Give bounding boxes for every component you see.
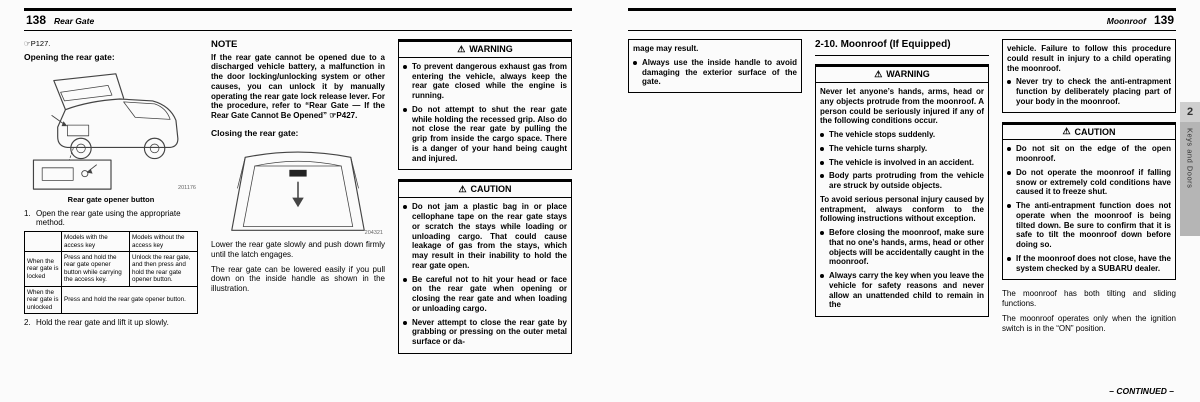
warning-continuation-text: vehicle. Failure to follow this procedure could result in injury to a child operating the moonroof. bbox=[1007, 44, 1171, 73]
rear-gate-opening-illustration bbox=[24, 67, 198, 193]
warning-item: Do not attempt to shut the rear gate while holding the recessed grip. Also do not close the rear gate by pulling the grip from inside the cargo space. There is a danger of your hand being caught and injured. bbox=[403, 105, 567, 164]
table-row-label-unlocked: When the rear gate is unlocked bbox=[25, 286, 62, 313]
warning-box bbox=[815, 64, 989, 317]
page-number: 138 bbox=[26, 13, 47, 27]
warning-condition: The vehicle is involved in an accident. bbox=[820, 158, 984, 168]
caution-item: Be careful not to hit your head or face on the rear gate when opening or closing the rear gate and when loading or unloading cargo. bbox=[403, 275, 567, 314]
chapter-tab-label: Keys and Doors bbox=[1185, 128, 1195, 189]
warning-item: To prevent dangerous exhaust gas from entering the vehicle, always keep the rear gate closed while the engine is running. bbox=[403, 62, 567, 101]
chapter-tab-body bbox=[1180, 122, 1200, 236]
caution-box-title bbox=[1003, 125, 1175, 141]
caution-item: Do not sit on the edge of the open moonroof. bbox=[1007, 144, 1171, 164]
body-paragraph-2: The moonroof operates only when the ignition switch is in the “ON” position. bbox=[1002, 313, 1176, 333]
rear-gate-open-methods-table bbox=[24, 231, 198, 314]
page-header-right bbox=[628, 8, 1176, 31]
warning-triangle-icon: ⚠ bbox=[458, 184, 467, 195]
body-paragraph-1: The moonroof has both tilting and sliding functions. bbox=[1002, 289, 1176, 309]
warning-intro: Never let anyone’s hands, arms, head or any objects protrude from the moonroof. A person could be seriously injured if any of the following conditions occur. bbox=[820, 87, 984, 126]
warning-instruction: Before closing the moonroof, make sure that no one’s hands, arms, head or other objects will be accidentally caught in the moonroof. bbox=[820, 228, 984, 267]
caution-box bbox=[1002, 122, 1176, 281]
warning-instruction: Always carry the key when you leave the vehicle for safety reasons and never allow an unattended child to remain in the bbox=[820, 271, 984, 310]
caution-title-text: CAUTION bbox=[1074, 126, 1116, 137]
section-heading: 2-10. Moonroof (If Equipped) bbox=[815, 39, 989, 56]
warning-item: Never try to check the anti-entrapment function by deliberately placing part of your body in the moonroof. bbox=[1007, 77, 1171, 106]
left-page-column-3 bbox=[398, 39, 572, 391]
table-header-without-access-key: Models without the access key bbox=[130, 232, 198, 252]
warning-condition: Body parts protruding from the vehicle are struck by outside objects. bbox=[820, 171, 984, 191]
caution-item: If the moonroof does not close, have the system checked by a SUBARU dealer. bbox=[1007, 254, 1171, 274]
warning-condition: The vehicle turns sharply. bbox=[820, 144, 984, 154]
step-number: 2. bbox=[24, 317, 31, 327]
right-page-column-1 bbox=[628, 39, 802, 391]
step-text: Hold the rear gate and lift it up slowly. bbox=[36, 317, 169, 327]
table-cell-locked-without-key: Unlock the rear gate, and then press and hold the rear gate opener button. bbox=[130, 251, 198, 286]
warning-continuation-box bbox=[1002, 39, 1176, 113]
warning-triangle-icon: ⚠ bbox=[874, 69, 883, 80]
right-page-column-3 bbox=[1002, 39, 1176, 391]
warning-box-title bbox=[399, 42, 571, 58]
warning-mid-paragraph: To avoid serious personal injury caused by entrapment, always conform to the following instructions without exception. bbox=[820, 194, 984, 224]
closing-heading: Closing the rear gate: bbox=[211, 127, 299, 138]
caution-continuation-box bbox=[628, 39, 802, 93]
caution-item: Do not operate the moonroof if falling snow or extremely cold conditions have caused it to freeze shut. bbox=[1007, 168, 1171, 197]
warning-triangle-icon: ⚠ bbox=[457, 43, 466, 54]
running-title: Moonroof bbox=[1106, 16, 1146, 26]
continued-footer: – CONTINUED – bbox=[1109, 386, 1174, 396]
caution-item: The anti-entrapment function does not operate when the moonroof is being tilted down. Be sure to confirm that it is safe to tilt the moonroof down before doing so. bbox=[1007, 201, 1171, 250]
left-page-column-1 bbox=[24, 39, 198, 391]
rear-gate-closing-illustration bbox=[211, 142, 385, 238]
note-title: NOTE bbox=[211, 39, 238, 50]
figure-code: 204321 bbox=[364, 230, 383, 237]
figure1-caption: Rear gate opener button bbox=[67, 194, 155, 204]
warning-title-text: WARNING bbox=[886, 69, 930, 80]
chapter-tab-number: 2 bbox=[1180, 102, 1200, 122]
right-page-column-2 bbox=[815, 39, 989, 391]
figure-code: 201176 bbox=[178, 184, 196, 191]
caution-item: Do not jam a plastic bag in or place cellophane tape on the rear gate stays or scratch the stays while loading or unloading cargo. That could cause leakage of gas from the stays, which may result in their inability to hold the rear gate open. bbox=[403, 202, 567, 270]
running-title: Rear Gate bbox=[54, 16, 95, 26]
warning-box bbox=[398, 39, 572, 170]
page-reference: ☞P127. bbox=[24, 39, 51, 48]
caution-box bbox=[398, 179, 572, 353]
left-page-column-2 bbox=[211, 39, 385, 391]
note-body: If the rear gate cannot be opened due to a discharged vehicle battery, a malfunction in the door locking/unlocking system or other causes, you can unlock it by manually operating the rear gate lock release lever. For the procedure, refer to “Rear Gate — If the Rear Gate Cannot Be Opened” ☞P427. bbox=[211, 52, 385, 121]
chapter-tab bbox=[1180, 102, 1200, 236]
step-2 bbox=[24, 318, 198, 328]
caution-continuation-text: mage may result. bbox=[633, 44, 699, 53]
step-number: 1. bbox=[24, 208, 31, 218]
warning-condition: The vehicle stops suddenly. bbox=[820, 130, 984, 140]
page-header-left bbox=[24, 8, 572, 31]
warning-title-text: WARNING bbox=[469, 44, 513, 54]
caution-box-title bbox=[399, 182, 571, 198]
warning-box-title bbox=[816, 67, 988, 83]
manual-page-138 bbox=[24, 8, 572, 398]
caution-item: Always use the inside handle to avoid damaging the exterior surface of the gate. bbox=[633, 58, 797, 87]
table-cell-locked-with-key: Press and hold the rear gate opener button while carrying the access key. bbox=[62, 251, 130, 286]
caution-title-text: CAUTION bbox=[470, 184, 512, 195]
table-header-with-access-key: Models with the access key bbox=[62, 232, 130, 252]
table-cell-unlocked: Press and hold the rear gate opener button. bbox=[62, 286, 198, 313]
table-row-label-locked: When the rear gate is locked bbox=[25, 251, 62, 286]
warning-triangle-icon: ⚠ bbox=[1062, 126, 1071, 137]
step-text: Open the rear gate using the appropriate method. bbox=[36, 208, 181, 228]
opening-heading: Opening the rear gate: bbox=[24, 52, 115, 63]
table-corner-cell bbox=[25, 232, 62, 252]
caution-item: Never attempt to close the rear gate by grabbing or pressing on the outer metal surface or da- bbox=[403, 318, 567, 347]
closing-paragraph-2: The rear gate can be lowered easily if you pull down on the inside handle as shown in the illustration. bbox=[211, 264, 385, 294]
manual-page-139 bbox=[628, 8, 1176, 398]
step-1 bbox=[24, 209, 198, 229]
closing-paragraph-1: Lower the rear gate slowly and push down firmly until the latch engages. bbox=[211, 240, 385, 259]
page-number: 139 bbox=[1153, 13, 1174, 27]
